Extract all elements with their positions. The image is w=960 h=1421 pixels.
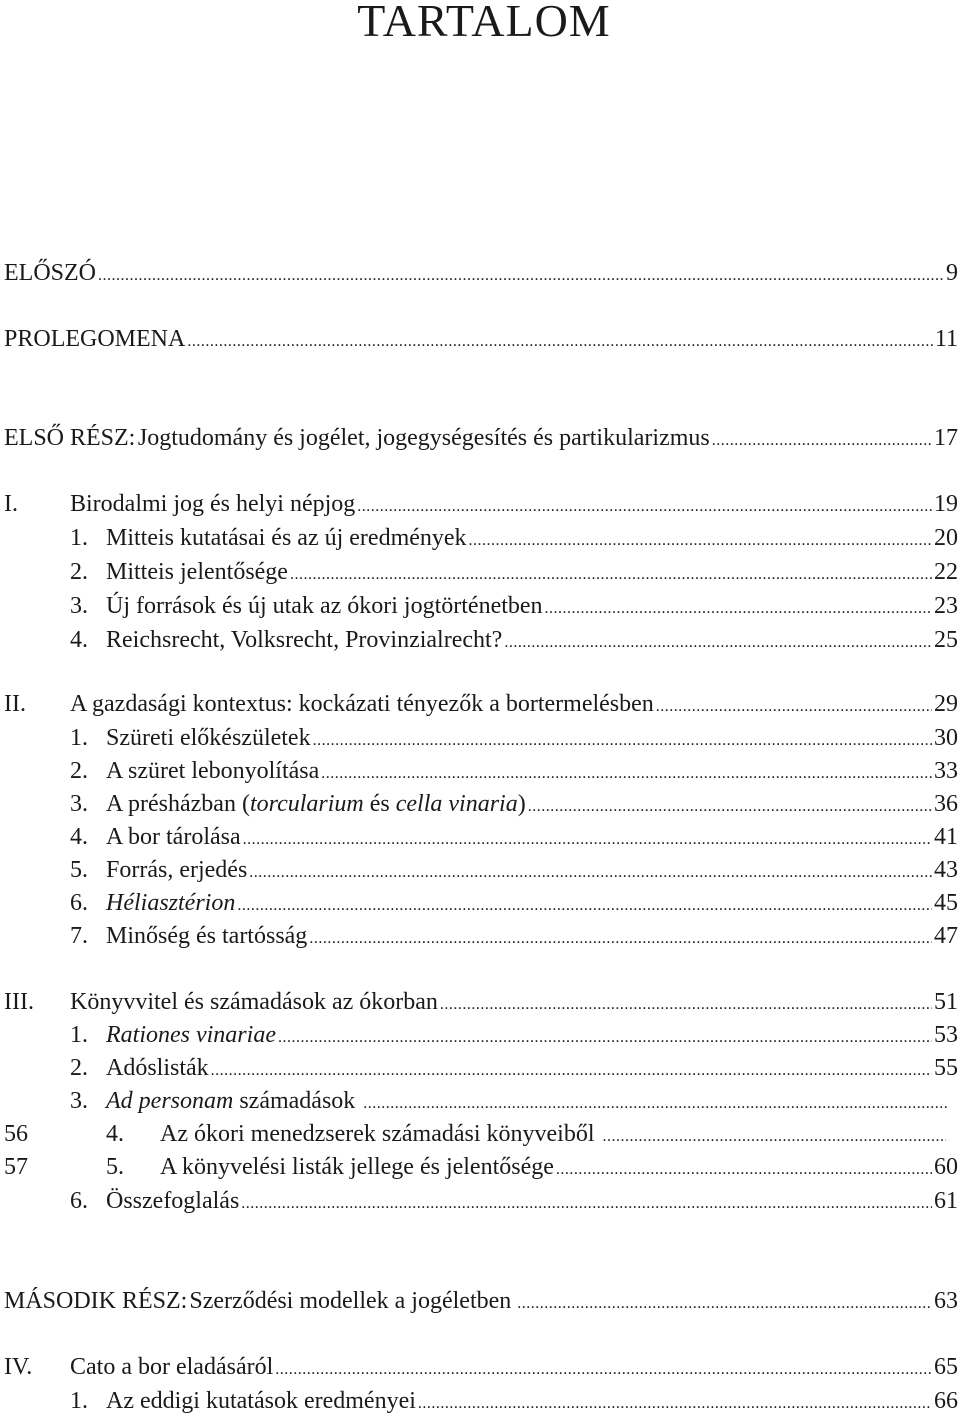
toc-page-number: 66 [934,1388,958,1414]
toc-page-number: 53 [934,1022,958,1048]
label-part: számadások [233,1088,356,1114]
toc-chapter-number: II. [4,691,26,717]
toc-page-number: 11 [934,326,958,352]
toc-page-number: 23 [934,593,958,619]
leader-dots [187,325,933,359]
toc-entry-label: A könyvelési listák jellege és jelentősége [160,1154,554,1180]
toc-part-masodik-resz [0,1284,958,1318]
toc-page-number: 61 [934,1188,958,1214]
toc-section-number: 1. [70,725,88,751]
toc-entry-label: ELŐSZÓ [4,260,96,286]
toc-page-number: 25 [934,627,958,653]
toc-entry-label: Új források és új utak az ókori jogtörténetben [106,593,543,619]
leader-dots [313,724,932,758]
toc-section [70,754,958,788]
toc-entry-label: A bor tárolása [106,824,241,850]
toc-page-number: 63 [934,1288,958,1314]
toc-section-number: 2. [70,559,88,585]
toc-page-number: 22 [934,559,958,585]
leader-dots [656,690,932,724]
toc-page-number: 65 [934,1354,958,1380]
toc-entry-eloszo [0,256,958,290]
toc-section [70,1051,958,1085]
toc-part-subtitle: Jogtudomány és jogélet, jogegységesítés és partikularizmus [137,425,710,451]
toc-section [70,787,958,821]
toc-entry-label: Szüreti előkészületek [106,725,311,751]
toc-section-number: 3. [70,791,88,817]
toc-page-number: 45 [934,890,958,916]
toc-page-number: 29 [934,691,958,717]
toc-page-number: 51 [934,989,958,1015]
toc-section [70,1384,958,1418]
toc-section [70,820,958,854]
toc-entry-prolegomena [0,322,958,356]
leader-dots [211,1054,932,1088]
toc-part-subtitle: Szerződési modellek a jogéletben [189,1288,512,1314]
leader-dots [357,490,932,524]
leader-dots [249,856,932,890]
toc-section-number: 5. [106,1154,124,1180]
toc-entry-label: Az eddigi kutatások eredményei [106,1388,416,1414]
toc-entry-label: Könyvvitel és számadások az ókorban [70,989,438,1015]
leader-dots [290,558,932,592]
label-part: és [363,791,396,817]
leader-dots [309,922,932,956]
toc-section-number: 4. [70,627,88,653]
toc-section-number: 7. [70,923,88,949]
toc-section [70,721,958,755]
toc-page-number: 9 [946,260,958,286]
toc-section-number: 4. [70,824,88,850]
leader-dots [504,626,932,660]
leader-dots [603,1120,946,1154]
toc-entry-label [106,787,526,821]
label-italic: cella vinaria [395,791,518,817]
label-italic: torcularium [249,791,364,817]
toc-section [70,521,958,555]
toc-entry-label: Héliasztérion [106,890,236,916]
leader-dots [241,1187,932,1221]
toc-page-number: 36 [934,791,958,817]
toc-lead-number: 56 [4,1121,28,1147]
toc-chapter-number: I. [4,491,18,517]
toc-chapter-number: IV. [4,1354,33,1380]
toc-section [4,1150,958,1184]
toc-section [70,589,958,623]
leader-dots [278,1021,932,1055]
toc-section [70,1184,958,1218]
leader-dots [440,988,932,1022]
toc-section-number: 4. [106,1121,124,1147]
toc-section [70,886,958,920]
toc-section [4,1117,948,1151]
toc-entry-label: Adóslisták [106,1055,209,1081]
leader-dots [712,424,932,458]
toc-page-number: 43 [934,857,958,883]
toc-entry-label: Mitteis jelentősége [106,559,288,585]
page-title: TARTALOM [357,0,611,46]
toc-section-number: 1. [70,1022,88,1048]
toc-section [70,623,958,657]
toc-page-number: 55 [934,1055,958,1081]
toc-section-number: 3. [70,1088,88,1114]
leader-dots [517,1287,932,1321]
leader-dots [556,1153,932,1187]
toc-chapter-iv [4,1350,958,1384]
toc-entry-label: Rationes vinariae [106,1022,276,1048]
toc-part-elso-resz [0,421,958,455]
toc-page-number: 33 [934,758,958,784]
leader-dots [243,823,932,857]
toc-page-number: 60 [934,1154,958,1180]
toc-section-number: 6. [70,1188,88,1214]
label-part: A présházban ( [106,791,250,817]
toc-section-number: 6. [70,890,88,916]
toc-section-number: 2. [70,1055,88,1081]
toc-section [70,919,958,953]
toc-entry-label: Reichsrecht, Volksrecht, Provinzialrecht? [106,627,503,653]
toc-entry-label: A szüret lebonyolítása [106,758,320,784]
toc-page-number: 19 [934,491,958,517]
leader-dots [528,790,932,824]
toc-chapter-ii [4,687,958,721]
toc-lead-number: 57 [4,1154,28,1180]
toc-entry-label [106,1084,355,1118]
toc-page-number: 20 [934,525,958,551]
toc-chapter-number: III. [4,989,34,1015]
label-italic: Ad personam [106,1088,234,1114]
toc-entry-label: Összefoglalás [106,1188,240,1214]
toc-section-number: 1. [70,1388,88,1414]
toc-section-number: 5. [70,857,88,883]
toc-entry-label: PROLEGOMENA [4,326,186,352]
leader-dots [545,592,932,626]
toc-entry-label: Minőség és tartósság [106,923,308,949]
leader-dots [469,524,932,558]
toc-entry-label: Forrás, erjedés [106,857,248,883]
toc-section [70,853,958,887]
toc-section-number: 3. [70,593,88,619]
toc-section-number: 2. [70,758,88,784]
toc-entry-label: Birodalmi jog és helyi népjog [70,491,356,517]
toc-page-number: 17 [934,425,958,451]
leader-dots [418,1387,932,1421]
leader-dots [98,259,944,293]
toc-entry-label: A gazdasági kontextus: kockázati tényezők a bortermelésben [70,691,654,717]
toc-section-number: 1. [70,525,88,551]
toc-part-label: MÁSODIK RÉSZ: [4,1288,188,1314]
leader-dots [363,1087,948,1121]
toc-entry-label: Mitteis kutatásai és az új eredmények [106,525,467,551]
toc-page-number: 41 [934,824,958,850]
leader-dots [321,757,932,791]
toc-page-number: 30 [934,725,958,751]
toc-chapter-i [4,487,958,521]
label-part: ) [517,791,526,817]
toc-section [70,1018,958,1052]
toc-page-number: 47 [934,923,958,949]
toc-section [70,555,958,589]
toc-entry-label: Cato a bor eladásáról [70,1354,274,1380]
toc-chapter-iii [4,985,958,1019]
toc-part-label: ELSŐ RÉSZ: [4,425,136,451]
leader-dots [275,1353,932,1387]
leader-dots [237,889,932,923]
toc-entry-label: Az ókori menedzserek számadási könyveiből [160,1121,595,1147]
toc-section [70,1084,950,1118]
